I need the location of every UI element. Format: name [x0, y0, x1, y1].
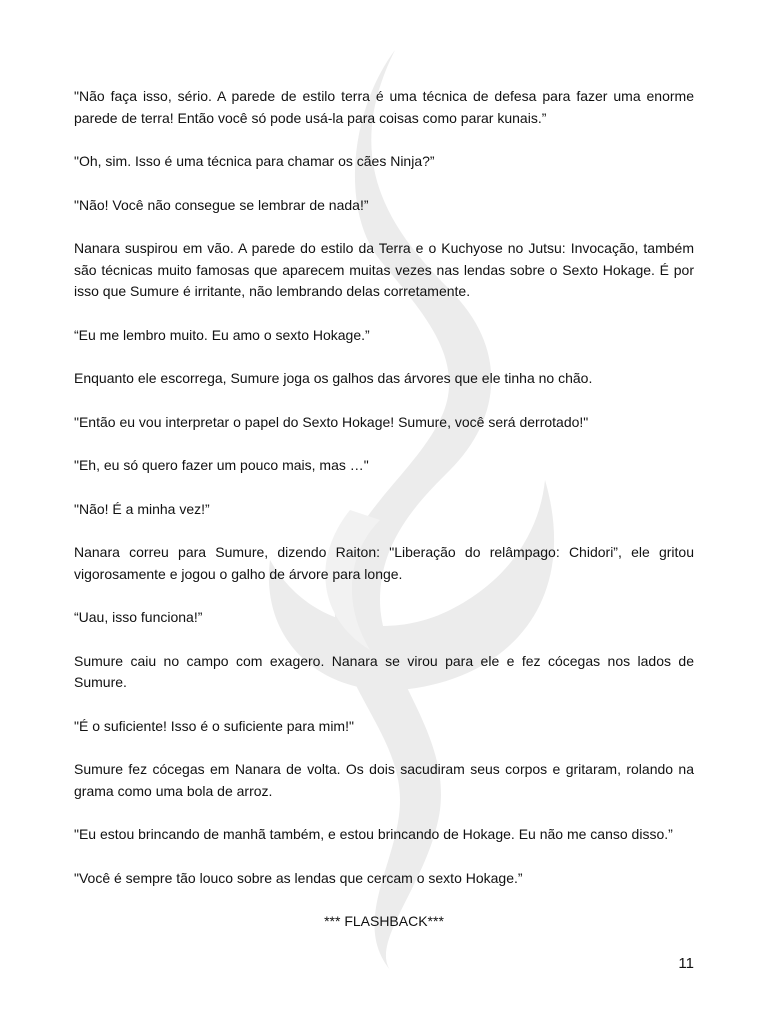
- paragraph: "Não! É a minha vez!”: [74, 500, 210, 517]
- section-break: *** FLASHBACK***: [324, 913, 444, 929]
- paragraph: “Eu me lembro muito. Eu amo o sexto Hokage.”: [74, 326, 370, 343]
- paragraph: Nanara correu para Sumure, dizendo Raiton: "Liberação do relâmpago: Chidori”, ele gritou vigorosamente e jogou o galho de árvore para longe.: [74, 544, 694, 582]
- paragraph: "Eh, eu só quero fazer um pouco mais, mas …": [74, 457, 369, 473]
- document-page: [74, 86, 694, 933]
- paragraph: Enquanto ele escorrega, Sumure joga os galhos das árvores que ele tinha no chão.: [74, 370, 593, 386]
- paragraph: Sumure caiu no campo com exagero. Nanara se virou para ele e fez cócegas nos lados de Sumure.: [74, 652, 694, 690]
- paragraph: "Você é sempre tão louco sobre as lendas que cercam o sexto Hokage.”: [74, 869, 523, 886]
- paragraph: "Então eu vou interpretar o papel do Sexto Hokage! Sumure, você será derrotado!": [74, 413, 589, 430]
- paragraph: "Não! Você não consegue se lembrar de nada!”: [74, 196, 369, 213]
- paragraph: "Eu estou brincando de manhã também, e estou brincando de Hokage. Eu não me canso disso.”: [74, 826, 673, 842]
- paragraph: "Não faça isso, sério. A parede de estilo terra é uma técnica de defesa para fazer uma enorme parede de terra! Então você só pode usá-la para coisas como parar kunais.”: [74, 88, 694, 126]
- paragraph: Sumure fez cócegas em Nanara de volta. Os dois sacudiram seus corpos e gritaram, rolando na grama como uma bola de arroz.: [74, 761, 694, 799]
- paragraph: "Oh, sim. Isso é uma técnica para chamar os cães Ninja?”: [74, 153, 435, 169]
- paragraph: "É o suficiente! Isso é o suficiente para mim!": [74, 717, 354, 734]
- paragraph: Nanara suspirou em vão. A parede do estilo da Terra e o Kuchyose no Jutsu: Invocação, também são técnicas muito famosas que aparecem muitas vezes nas lendas sobre o Sexto Hokage. É por isso que Sumure é irritante, não lembrando delas corretamente.: [74, 240, 694, 299]
- page-number: 11: [678, 955, 694, 972]
- paragraph: “Uau, isso funciona!”: [74, 609, 203, 625]
